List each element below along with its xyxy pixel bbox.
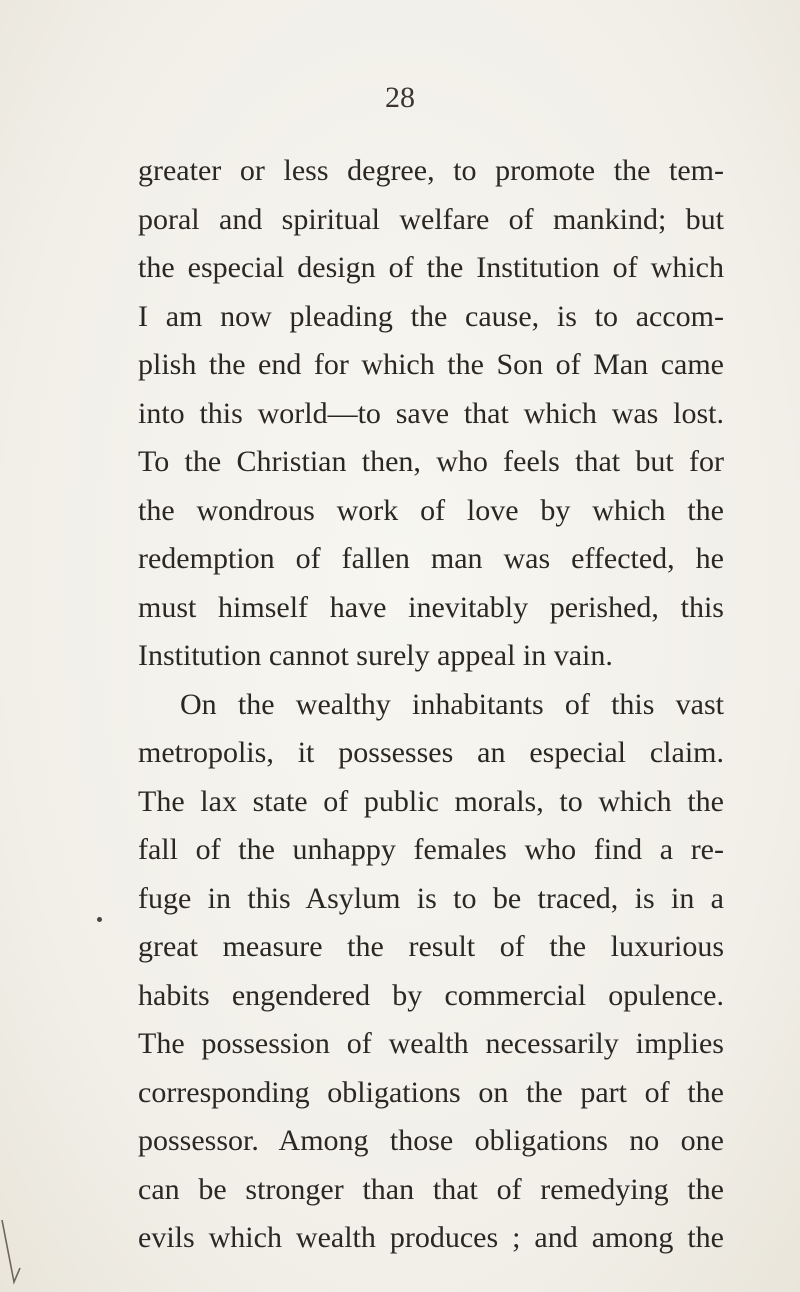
text-line: I am now pleading the cause, is to accom-	[138, 299, 724, 333]
text-line: corresponding obligations on the part of the	[138, 1075, 724, 1109]
body-text	[138, 147, 724, 1263]
page-edge-mark	[0, 1220, 40, 1292]
text-line: redemption of fallen man was effected, he	[138, 542, 724, 575]
text-line: into this world—to save that which was lost.	[138, 396, 724, 430]
text-line: greater or less degree, to promote the tem-	[138, 154, 724, 187]
text-line: plish the end for which the Son of Man came	[138, 348, 724, 381]
text-line: the wondrous work of love by which the	[138, 493, 724, 527]
text-line: fuge in this Asylum is to be traced, is in a	[138, 881, 724, 915]
text-line: great measure the result of the luxurious	[138, 930, 724, 963]
text-line: The possession of wealth necessarily implies	[138, 1027, 724, 1060]
text-line: must himself have inevitably perished, this	[138, 590, 724, 624]
text-line: possessor. Among those obligations no one	[138, 1124, 724, 1157]
text-line: evils which wealth produces ; and among the	[138, 1221, 724, 1254]
text-line: Institution cannot surely appeal in vain.	[138, 639, 613, 672]
page-number: 28	[385, 81, 415, 114]
text-line: The lax state of public morals, to which the	[138, 784, 724, 818]
text-line: On the wealthy inhabitants of this vast	[180, 687, 724, 721]
text-line: poral and spiritual welfare of mankind; but	[138, 202, 724, 236]
text-line: the especial design of the Institution of which	[138, 251, 724, 284]
text-line: To the Christian then, who feels that but for	[138, 445, 724, 478]
text-line: fall of the unhappy females who find a re-	[138, 833, 724, 866]
text-line: can be stronger than that of remedying the	[138, 1172, 724, 1206]
text-line: habits engendered by commercial opulence.	[138, 978, 724, 1012]
text-line: metropolis, it possesses an especial claim.	[138, 736, 724, 769]
ink-speck	[97, 917, 102, 922]
